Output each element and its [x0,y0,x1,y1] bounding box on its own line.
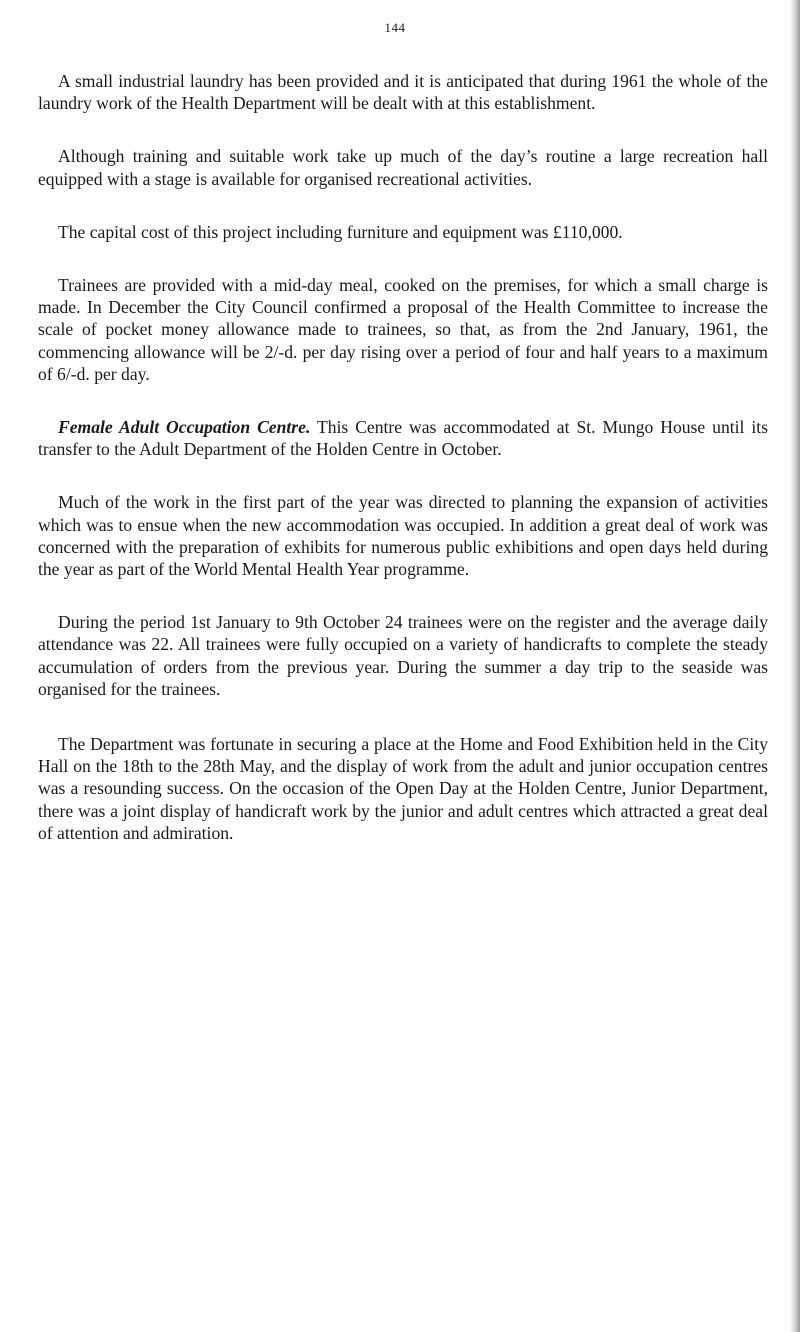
paragraph-capital-cost: The capital cost of this project including furniture and equipment was £110,000. [58,221,623,242]
paragraph-planning-expansion: Much of the work in the first part of the year was directed to planning the expansion of activities which was to ensue when the new accommodation was occupied. In addition a great deal of work was concerned with the preparation of exhibits for numerous public exhibitions and open days held during the year as part of the World Mental Health Year programme. [38,492,768,580]
document-body [38,70,768,875]
page-edge-shadow [790,0,800,1332]
paragraph-exhibition: The Department was fortunate in securing a place at the Home and Food Exhibition held in the City Hall on the 18th to the 28th May, and the display of work from the adult and junior occupation centres was a resounding success. On the occasion of the Open Day at the Holden Centre, Junior Department, there was a joint display of handicraft work by the junior and adult centres which attracted a great deal of attention and admiration. [38,734,768,843]
paragraph-female-adult-centre [38,416,768,460]
paragraph-trainees-register: During the period 1st January to 9th October 24 trainees were on the register and the average daily attendance was 22. All trainees were fully occupied on a variety of handicrafts to complete the steady accumulation of orders from the previous year. During the summer a day trip to the seaside was organised for the trainees. [38,612,768,699]
paragraph-laundry: A small industrial laundry has been provided and it is anticipated that during 1961 the whole of the laundry work of the Health Department will be dealt with at this establishment. [38,71,768,114]
section-heading-female-adult-centre: Female Adult Occupation Centre. [58,417,311,438]
section-text-female-adult-centre: This Centre was accommodated at St. Mungo House until its transfer to the Adult Department of the Holden Centre in October. [38,417,768,460]
paragraph-recreation-hall: Although training and suitable work take up much of the day’s routine a large recreation hall equipped with a stage is available for organised recreational activities. [38,146,768,189]
paragraph-trainees-allowance: Trainees are provided with a mid-day meal, cooked on the premises, for which a small charge is made. In December the City Council confirmed a proposal of the Health Committee to increase the scale of pocket money allowance made to trainees, so that, as from the 2nd January, 1961, the commencing allowance will be 2/-d. per day rising over a period of four and half years to a maximum of 6/-d. per day. [38,275,768,384]
page-number: 144 [384,20,406,35]
